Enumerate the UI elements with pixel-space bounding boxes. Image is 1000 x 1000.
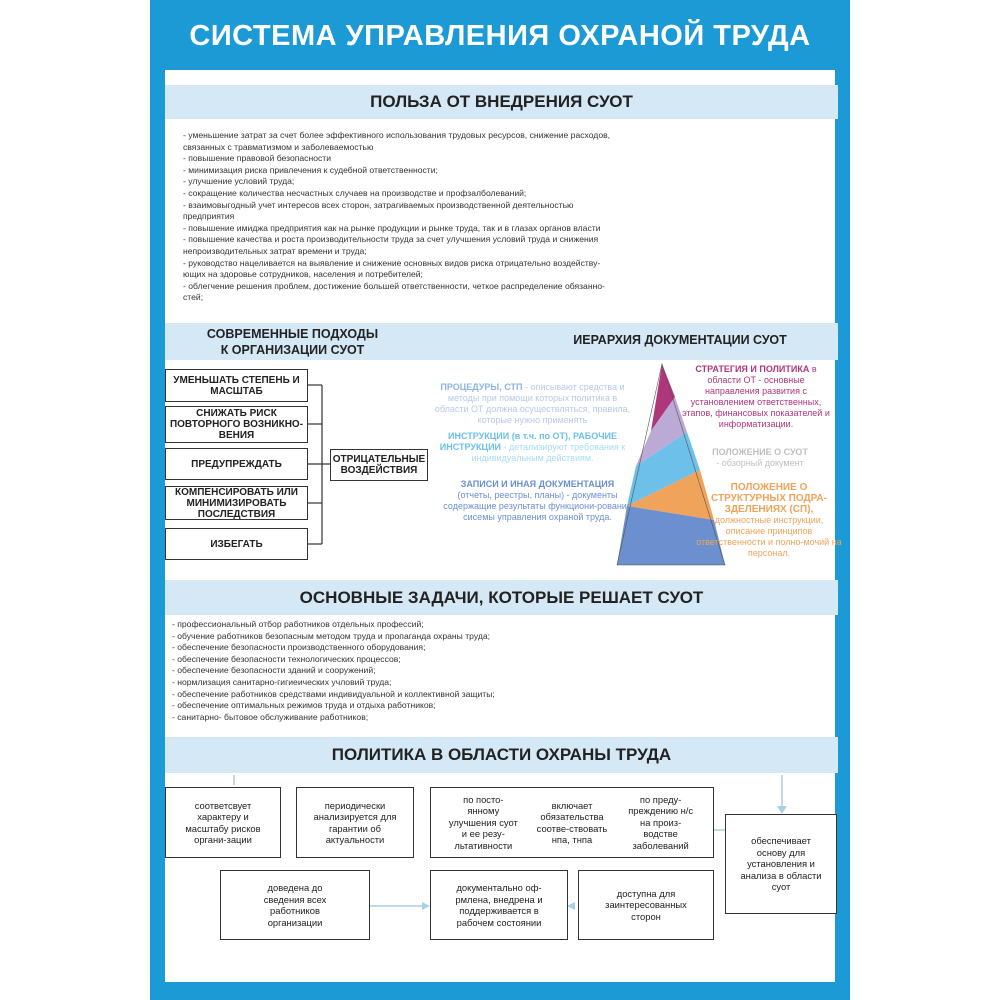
- list-line: стей;: [183, 292, 204, 303]
- list-line: - обеспечение безопасности технологических процессов;: [172, 653, 401, 664]
- policy-heading: ПОЛИТИКА В ОБЛАСТИ ОХРАНЫ ТРУДА: [165, 737, 838, 773]
- approaches-heading-line2: К ОРГАНИЗАЦИИ СУОТ: [220, 343, 365, 357]
- hier-structural-title: ПОЛОЖЕНИЕ О СТРУКТУРНЫХ ПОДРА-ЗДЕЛЕНИЯХ (СП),: [711, 482, 827, 515]
- hier-procedures-text: - описывают средства и методы при помощи которых политика в области ОТ должна осуществляться, правила, которые нужно применять: [434, 382, 631, 425]
- tasks-list: [172, 619, 495, 723]
- hier-procedures: [430, 382, 635, 426]
- approach-target-box: ОТРИЦАТЕЛЬНЫЕ ВОЗДЕЙСТВИЯ: [330, 449, 428, 481]
- hier-records-title: ЗАПИСИ И ИНАЯ ДОКУМЕНТАЦИЯ: [460, 479, 615, 489]
- hier-instructions-title: ИНСТРУКЦИИ (в т.ч. по ОТ), РАБОЧИЕ ИНСТРУКЦИИ: [439, 431, 617, 452]
- tasks-heading: ОСНОВНЫЕ ЗАДАЧИ, КОТОРЫЕ РЕШАЕТ СУОТ: [165, 580, 838, 615]
- list-line: предприятия: [183, 211, 235, 222]
- hier-strategy: [680, 364, 832, 430]
- policy-box-accessible: доступна для заинтересованных сторон: [578, 870, 714, 940]
- list-line: - взаимовыгодный учет интересов всех сторон, затрагиваемых производственной деятельностью: [183, 199, 574, 210]
- benefits-heading: ПОЛЬЗА ОТ ВНЕДРЕНИЯ СУОТ: [165, 85, 838, 119]
- policy-commit-prevent: по преду-преждению н/с на произ-водстве заболеваний: [628, 793, 694, 851]
- hier-structural-text: должностные инструкции, описание принципов ответственности и полно-мочий на персонал.: [696, 515, 842, 558]
- policy-box-communicated: доведена до сведения всех работников организации: [220, 870, 370, 940]
- list-line: непроизводительных затрат времени и труда;: [183, 245, 367, 256]
- list-line: - минимизация риска привлечения к судебной ответственности;: [183, 164, 438, 175]
- policy-box-documented: документально оф-рмлена, внедрена и поддерживается в рабочем состоянии: [430, 870, 568, 940]
- hier-strategy-text: в области ОТ - основные направления развития с установлением ответственных, этапов, финансовых показателей и информатизации.: [682, 364, 830, 429]
- hier-procedures-title: ПРОЦЕДУРЫ, СТП: [440, 382, 523, 392]
- approach-box-reduce-risk: СНИЖАТЬ РИСК ПОВТОРНОГО ВОЗНИКНО-ВЕНИЯ: [165, 406, 308, 443]
- list-line: - повышение качества и роста производительности труда за счет улучшения условий труда и снижения: [183, 234, 599, 245]
- hier-strategy-title: СТРАТЕГИЯ И ПОЛИТИКА: [695, 364, 810, 374]
- list-line: - санитарно- бытовое обслуживание работников;: [172, 711, 369, 722]
- list-line: - облегчение решения проблем, достижение большей ответственности, четкое распределение обязанно-: [183, 280, 605, 291]
- hier-records-text: (отчеты, реестры, планы) - документы содержащие результаты функциони-рования сисемы управления охраной труда.: [443, 490, 632, 522]
- list-line: связанных с травматизмом и заболеваемостью: [183, 141, 374, 152]
- policy-box-commitments: [430, 787, 714, 858]
- list-line: - руководство нацеливается на выявление и снижение основных видов риска отрицательно воздейству-: [183, 257, 601, 268]
- hierarchy-heading: ИЕРАРХИЯ ДОКУМЕНТАЦИИ СУОТ: [573, 333, 787, 347]
- approach-box-reduce: УМЕНЬШАТЬ СТЕПЕНЬ И МАСШТАБ: [165, 369, 308, 402]
- list-line: - сокращение количества несчастных случаев на производстве и профзалболеваний;: [183, 187, 527, 198]
- approach-box-prevent: ПРЕДУПРЕЖДАТЬ: [165, 448, 308, 480]
- list-line: - обеспечение работников средствами индивидуальной и коллективной защиты;: [172, 688, 495, 699]
- list-line: - профессиональный отбор работников отдельных профессий;: [172, 619, 424, 629]
- hier-instructions-text: - детализируют требования к индивидуальным действиям.: [471, 442, 626, 463]
- policy-commit-comply: включает обязательства соотве-ствовать нпа, тнпа: [536, 799, 608, 845]
- policy-box-matches-risks: соответсвует характеру и масштабу рисков органи-зации: [165, 787, 281, 858]
- list-line: - повышение правовой безопасности: [183, 153, 332, 164]
- list-line: - обеспечение безопасности зданий и сооружений;: [172, 665, 376, 676]
- page-title: СИСТЕМА УПРАВЛЕНИЯ ОХРАНОЙ ТРУДА: [150, 0, 850, 70]
- list-line: - улучшение условий труда;: [183, 176, 295, 187]
- list-line: - обеспечение безопасности производственного оборудования;: [172, 642, 426, 653]
- policy-box-periodic-analysis: периодически анализируется для гарантии об актуальности: [296, 787, 414, 858]
- list-line: - обеспечение оптимальных режимов труда и отдыха работников;: [172, 700, 436, 711]
- hier-records: [440, 479, 635, 523]
- hier-polozhenie-title: ПОЛОЖЕНИЕ О СУОТ: [712, 447, 808, 457]
- policy-box-basis: обеспечивает основу для установления и анализа в области суот: [725, 814, 837, 914]
- list-line: - нормлизация санитарно-гигиеических учловий труда;: [172, 676, 392, 687]
- list-line: - повышение имиджа предприятия как на рынке продукции и рынке труда, так и в глазах органов власти: [183, 222, 601, 233]
- hier-structural: [695, 482, 843, 559]
- approaches-heading-line1: СОВРЕМЕННЫЕ ПОДХОДЫ: [206, 327, 379, 341]
- list-line: - уменьшение затрат за счет более эффективного использования трудовых ресурсов, снижение расходов,: [183, 130, 611, 140]
- hier-polozhenie-text: - обзорный документ: [716, 458, 804, 468]
- list-line: ющих на здоровье сотрудников, населения и потребителей;: [183, 269, 423, 280]
- hier-polozhenie-suot: [690, 447, 830, 469]
- approach-box-avoid: ИЗБЕГАТЬ: [165, 528, 308, 560]
- hier-instructions: [430, 431, 635, 464]
- approach-box-compensate: КОМПЕНСИРОВАТЬ ИЛИ МИНИМИЗИРОВАТЬ ПОСЛЕДСТВИЯ: [165, 486, 308, 520]
- policy-commit-improve: по посто-янному улучшения суот и ее резу-льтативности: [448, 793, 518, 851]
- list-line: - обучение работников безопасным методом труда и пропаганда охраны труда;: [172, 630, 491, 641]
